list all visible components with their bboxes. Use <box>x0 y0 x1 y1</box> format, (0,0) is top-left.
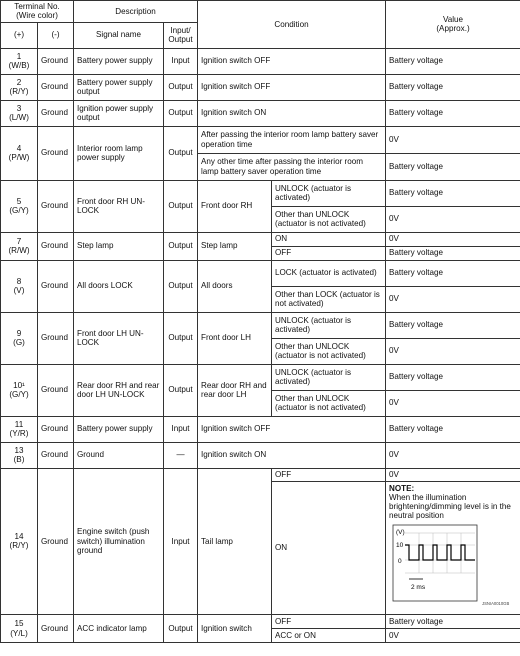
wire-color: (G/Y) <box>9 390 29 400</box>
value-cell: Battery voltage <box>386 74 520 100</box>
minus-cell: Ground <box>38 48 74 74</box>
terminal-cell <box>1 126 38 180</box>
terminal-number: 13 <box>14 445 24 455</box>
io-cell: Output <box>164 126 198 180</box>
header-plus: (+) <box>1 22 38 48</box>
terminal-number: 7 <box>16 236 22 246</box>
condition-cell: Ignition switch <box>198 615 272 643</box>
table-row <box>1 180 520 206</box>
wire-color: (R/Y) <box>9 541 29 551</box>
terminal-number: 9 <box>16 328 22 338</box>
sub-condition-cell: ON <box>272 481 386 614</box>
table-row <box>1 364 520 390</box>
signal-cell: Battery power supply output <box>74 74 164 100</box>
condition-cell: Rear door RH and rear door LH <box>198 364 272 416</box>
condition-cell: Ignition switch OFF <box>198 48 386 74</box>
figure-code: JSNIA0010GB <box>482 600 510 606</box>
minus-cell: Ground <box>38 615 74 643</box>
table-row <box>1 126 520 153</box>
terminal-number: 11 <box>14 419 24 429</box>
wire-color: (G) <box>13 338 25 348</box>
value-cell: Battery voltage <box>386 100 520 126</box>
condition-cell: Tail lamp <box>198 468 272 614</box>
terminal-cell <box>1 312 38 364</box>
signal-cell: Interior room lamp power supply <box>74 126 164 180</box>
value-cell: 0V <box>386 629 520 643</box>
signal-cell: All doors LOCK <box>74 260 164 312</box>
condition-cell: Ignition switch OFF <box>198 74 386 100</box>
wire-color: (B) <box>13 455 25 465</box>
sub-condition-cell: UNLOCK (actuator is activated) <box>272 364 386 390</box>
table-row <box>1 260 520 286</box>
terminal-cell <box>1 615 38 643</box>
header-value-label: Value <box>442 15 464 24</box>
signal-cell: Step lamp <box>74 232 164 260</box>
wire-color: (Y/L) <box>10 628 28 638</box>
signal-cell: Rear door RH and rear door LH UN-LOCK <box>74 364 164 416</box>
terminal-number: 5 <box>16 196 22 206</box>
header-approx: (Approx.) <box>436 24 470 34</box>
sub-condition-cell: OFF <box>272 246 386 260</box>
io-cell: Input <box>164 48 198 74</box>
condition-cell: Step lamp <box>198 232 272 260</box>
table-row <box>1 312 520 338</box>
terminal-cell <box>1 442 38 468</box>
terminal-cell <box>1 416 38 442</box>
waveform-y-low: 0 <box>398 557 402 565</box>
minus-cell: Ground <box>38 442 74 468</box>
condition-cell: Any other time after passing the interior room lamp battery saver operation time <box>198 153 386 180</box>
value-cell: 0V <box>386 390 520 416</box>
io-cell: Output <box>164 74 198 100</box>
signal-cell: Front door LH UN-LOCK <box>74 312 164 364</box>
value-cell: Battery voltage <box>386 416 520 442</box>
terminal-number: 8 <box>16 276 22 286</box>
value-cell: 0V <box>386 286 520 312</box>
minus-cell: Ground <box>38 364 74 416</box>
table-row <box>1 442 520 468</box>
io-cell: Output <box>164 615 198 643</box>
io-cell: Output <box>164 364 198 416</box>
signal-cell: Engine switch (push switch) illumination ground <box>74 468 164 614</box>
sub-condition-cell: Other than UNLOCK (actuator is not activated) <box>272 206 386 232</box>
signal-cell: Battery power supply <box>74 48 164 74</box>
header-wire-color: (Wire color) <box>16 11 58 21</box>
signal-cell: Front door RH UN-LOCK <box>74 180 164 232</box>
sub-condition-cell: OFF <box>272 468 386 481</box>
waveform-time: 2 ms <box>411 583 426 591</box>
terminal-number: 2 <box>16 77 22 87</box>
minus-cell: Ground <box>38 312 74 364</box>
table-row <box>1 416 520 442</box>
signal-cell: Ignition power supply output <box>74 100 164 126</box>
sub-condition-cell: Other than UNLOCK (actuator is not activated) <box>272 338 386 364</box>
sub-condition-cell: UNLOCK (actuator is activated) <box>272 312 386 338</box>
io-cell: — <box>164 442 198 468</box>
terminal-number: 10¹ <box>13 380 25 390</box>
wire-color: (P/W) <box>8 153 30 163</box>
io-cell: Input <box>164 416 198 442</box>
waveform-y-high: 10 <box>396 541 404 549</box>
value-cell: Battery voltage <box>386 615 520 629</box>
terminal-number: 4 <box>16 143 22 153</box>
header-condition: Condition <box>198 1 386 49</box>
io-cell: Output <box>164 180 198 232</box>
terminal-cell <box>1 364 38 416</box>
terminal-number: 14 <box>14 532 24 542</box>
note-text: When the illumination brightening/dimming level is in the neutral position <box>389 492 511 521</box>
wire-color: (L/W) <box>9 113 29 123</box>
minus-cell: Ground <box>38 260 74 312</box>
minus-cell: Ground <box>38 468 74 614</box>
sub-condition-cell: ACC or ON <box>272 629 386 643</box>
sub-condition-cell: LOCK (actuator is activated) <box>272 260 386 286</box>
condition-cell: Front door RH <box>198 180 272 232</box>
condition-cell: All doors <box>198 260 272 312</box>
value-cell: 0V <box>386 338 520 364</box>
value-cell: 0V <box>386 442 520 468</box>
io-cell: Output <box>164 100 198 126</box>
condition-cell: Ignition switch OFF <box>198 416 386 442</box>
minus-cell: Ground <box>38 232 74 260</box>
io-cell: Input <box>164 468 198 614</box>
table-row <box>1 100 520 126</box>
terminal-cell <box>1 100 38 126</box>
terminal-cell <box>1 468 38 614</box>
header-io: Input/ Output <box>164 22 198 48</box>
value-cell: 0V <box>386 468 520 481</box>
wire-color: (G/Y) <box>9 206 29 216</box>
io-cell: Output <box>164 312 198 364</box>
table-row <box>1 468 520 481</box>
header-terminal <box>1 1 74 23</box>
header-value <box>386 1 520 49</box>
waveform-unit: (V) <box>396 528 405 536</box>
minus-cell: Ground <box>38 180 74 232</box>
note-title: NOTE: <box>389 483 415 493</box>
wire-color: (Y/R) <box>9 429 29 439</box>
value-cell: Battery voltage <box>386 312 520 338</box>
value-cell: Battery voltage <box>386 246 520 260</box>
value-cell: Battery voltage <box>386 48 520 74</box>
terminal-number: 1 <box>16 51 22 61</box>
minus-cell: Ground <box>38 74 74 100</box>
header-terminal-no: Terminal No. <box>14 2 60 11</box>
minus-cell: Ground <box>38 100 74 126</box>
header-minus: (-) <box>38 22 74 48</box>
condition-cell: Ignition switch ON <box>198 442 386 468</box>
wire-color: (W/B) <box>8 61 30 71</box>
io-cell: Output <box>164 232 198 260</box>
sub-condition-cell: Other than LOCK (actuator is not activated) <box>272 286 386 312</box>
terminal-cell <box>1 180 38 232</box>
table-row <box>1 48 520 74</box>
sub-condition-cell: ON <box>272 232 386 246</box>
io-cell: Output <box>164 260 198 312</box>
value-cell: 0V <box>386 232 520 246</box>
terminal-cell <box>1 232 38 260</box>
table-row <box>1 232 520 246</box>
minus-cell: Ground <box>38 416 74 442</box>
value-cell: Battery voltage <box>386 180 520 206</box>
terminal-cell <box>1 260 38 312</box>
waveform-diagram <box>389 523 513 611</box>
sub-condition-cell: UNLOCK (actuator is activated) <box>272 180 386 206</box>
value-cell: 0V <box>386 126 520 153</box>
value-cell: Battery voltage <box>386 364 520 390</box>
condition-cell: After passing the interior room lamp battery saver operation time <box>198 126 386 153</box>
value-cell: 0V <box>386 206 520 232</box>
wire-color: (R/W) <box>8 246 30 256</box>
terminal-number: 15 <box>14 619 24 629</box>
table-row <box>1 615 520 629</box>
table-row <box>1 74 520 100</box>
signal-cell: ACC indicator lamp <box>74 615 164 643</box>
signal-cell: Ground <box>74 442 164 468</box>
signal-cell: Battery power supply <box>74 416 164 442</box>
waveform-frame <box>393 525 477 601</box>
wire-color: (V) <box>13 286 25 296</box>
value-cell <box>386 481 520 614</box>
sub-condition-cell: OFF <box>272 615 386 629</box>
wire-color: (R/Y) <box>9 87 29 97</box>
waveform-signal <box>405 545 475 560</box>
condition-cell: Front door LH <box>198 312 272 364</box>
minus-cell: Ground <box>38 126 74 180</box>
terminal-cell <box>1 48 38 74</box>
terminal-cell <box>1 74 38 100</box>
value-cell: Battery voltage <box>386 153 520 180</box>
sub-condition-cell: Other than UNLOCK (actuator is not activated) <box>272 390 386 416</box>
header-description: Description <box>74 1 198 23</box>
header-signal-name: Signal name <box>74 22 164 48</box>
value-cell: Battery voltage <box>386 260 520 286</box>
terminal-number: 3 <box>16 103 22 113</box>
condition-cell: Ignition switch ON <box>198 100 386 126</box>
